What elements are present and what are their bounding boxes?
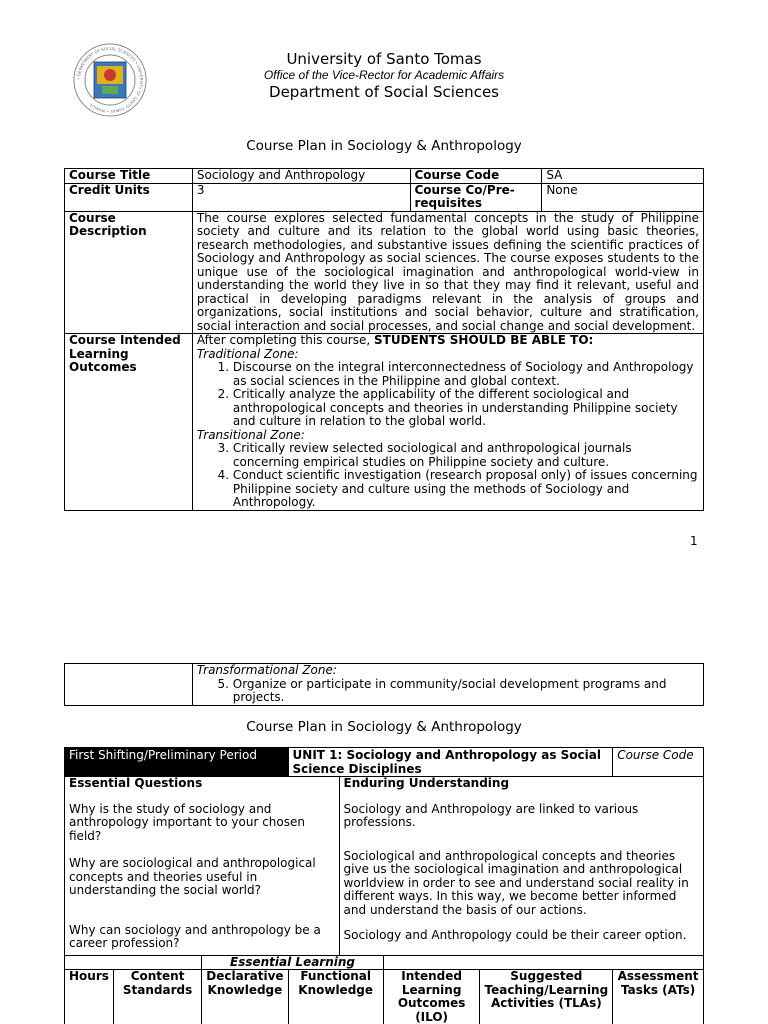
col-header-hours: Hours xyxy=(65,970,114,1024)
document-header xyxy=(150,50,618,102)
col-header-tla: Suggested Teaching/Learning Activities (TLAs) xyxy=(480,970,613,1024)
list-item: 4. Conduct scientific investigation (research proposal only) of issues concerning Philippine society and culture using the methods of Sociology and Anthropology. xyxy=(233,469,699,510)
traditional-outcomes-list xyxy=(197,361,699,429)
prerequisites-value: None xyxy=(542,183,704,211)
essential-question-2: Why are sociological and anthropological concepts and theories useful in understanding the social world? xyxy=(69,856,316,897)
list-item: 3. Critically review selected sociological and anthropological journals concerning empirical studies on Philippine society and culture. xyxy=(233,442,699,469)
office-name: Office of the Vice-Rector for Academic Affairs xyxy=(263,68,505,82)
transitional-zone-heading: Transitional Zone: xyxy=(196,427,305,442)
transitional-outcomes-list xyxy=(197,442,699,510)
col-header-ilo: Intended Learning Outcomes (ILO) xyxy=(383,970,480,1024)
unit-table xyxy=(64,747,704,1024)
course-title-value: Sociology and Anthropology xyxy=(192,169,410,184)
ilo-label: Course Intended Learning Outcomes xyxy=(65,334,193,511)
essential-questions-heading: Essential Questions xyxy=(69,776,203,790)
list-item: 2. Critically analyze the applicability of the different sociological and anthropological concepts and theories in understanding Philippine society and culture in relation to the global world. xyxy=(233,388,699,429)
period-cell: First Shifting/Preliminary Period xyxy=(65,748,289,777)
course-plan-title: Course Plan in Sociology & Anthropology xyxy=(246,138,522,154)
essential-learning-spacer-left xyxy=(65,955,202,970)
ilo-intro-emphasis: STUDENTS SHOULD BE ABLE TO: xyxy=(374,333,594,347)
svg-text:• DEPARTMENT OF SOCIAL SCIENCE: • DEPARTMENT OF SOCIAL SCIENCES • UNIVERSITY OF SANTO TOMAS • MANILA xyxy=(75,45,145,115)
continuation-cell xyxy=(192,664,703,706)
course-title-label: Course Title xyxy=(65,169,193,184)
col-header-content-standards: Content Standards xyxy=(113,970,201,1024)
enduring-understanding-cell xyxy=(339,777,703,956)
course-description-text: The course explores selected fundamental concepts in the study of Philippine society and culture and its relation to the global world using basic theories, research methodologies, and substantive issues defining the scientific practices of Sociology and Anthropology as social sciences. The course exposes students to the unique use of the sociological imagination and anthropological world-view in understanding the world they live in so that they may find it relevant, useful and practical in developing paradigms relevant in the analysis of groups and organizations, social institutions and social behavior, culture and stratification, social interaction and social processes, and social change and social development. xyxy=(192,211,703,334)
department-name: Department of Social Sciences xyxy=(269,83,499,101)
col-header-functional: Functional Knowledge xyxy=(288,970,383,1024)
page-number: 1 xyxy=(690,534,698,548)
essential-learning-heading: Essential Learning xyxy=(202,955,383,970)
transformational-zone-heading: Transformational Zone: xyxy=(196,663,337,677)
traditional-zone-heading: Traditional Zone: xyxy=(196,346,299,361)
university-seal-logo xyxy=(72,42,148,118)
essential-learning-spacer-right xyxy=(383,955,703,970)
continuation-label-cell xyxy=(65,664,193,706)
credit-units-value: 3 xyxy=(192,183,410,211)
unit-course-code-label: Course Code xyxy=(613,748,704,777)
course-code-label: Course Code xyxy=(410,169,542,184)
list-item: 5. Organize or participate in community/social development programs and projects. xyxy=(233,678,699,705)
enduring-understanding-2: Sociological and anthropological concepts and theories give us the sociological imagination and anthropological worldview in order to see and understand social reality in different ways. In this way, we become better informed and understand the basis of our actions. xyxy=(343,848,689,917)
enduring-understanding-heading: Enduring Understanding xyxy=(343,776,510,790)
col-header-assessment: Assessment Tasks (ATs) xyxy=(613,970,704,1024)
prerequisites-label: Course Co/Pre-requisites xyxy=(410,183,542,211)
essential-questions-cell xyxy=(65,777,340,956)
university-name: University of Santo Tomas xyxy=(286,50,482,68)
course-info-table xyxy=(64,168,704,511)
course-plan-title-2: Course Plan in Sociology & Anthropology xyxy=(246,719,522,735)
ilo-cell xyxy=(192,334,703,511)
transformational-outcomes-list xyxy=(197,678,699,705)
credit-units-label: Credit Units xyxy=(65,183,193,211)
continuation-table xyxy=(64,663,704,706)
list-item: 1. Discourse on the integral interconnectedness of Sociology and Anthropology as social sciences in the Philippine and global context. xyxy=(233,361,699,388)
enduring-understanding-3: Sociology and Anthropology could be their career option. xyxy=(343,928,687,942)
course-code-value: SA xyxy=(542,169,704,184)
ilo-intro: After completing this course, STUDENTS SHOULD BE ABLE TO: xyxy=(196,333,594,347)
col-header-declarative: Declarative Knowledge xyxy=(202,970,288,1024)
essential-question-1: Why is the study of sociology and anthropology important to your chosen field? xyxy=(69,801,305,843)
unit-title: UNIT 1: Sociology and Anthropology as Social Science Disciplines xyxy=(288,748,613,777)
course-description-label: Course Description xyxy=(65,211,193,334)
essential-question-3: Why can sociology and anthropology be a career profession? xyxy=(69,922,321,950)
enduring-understanding-1: Sociology and Anthropology are linked to various professions. xyxy=(343,801,639,829)
